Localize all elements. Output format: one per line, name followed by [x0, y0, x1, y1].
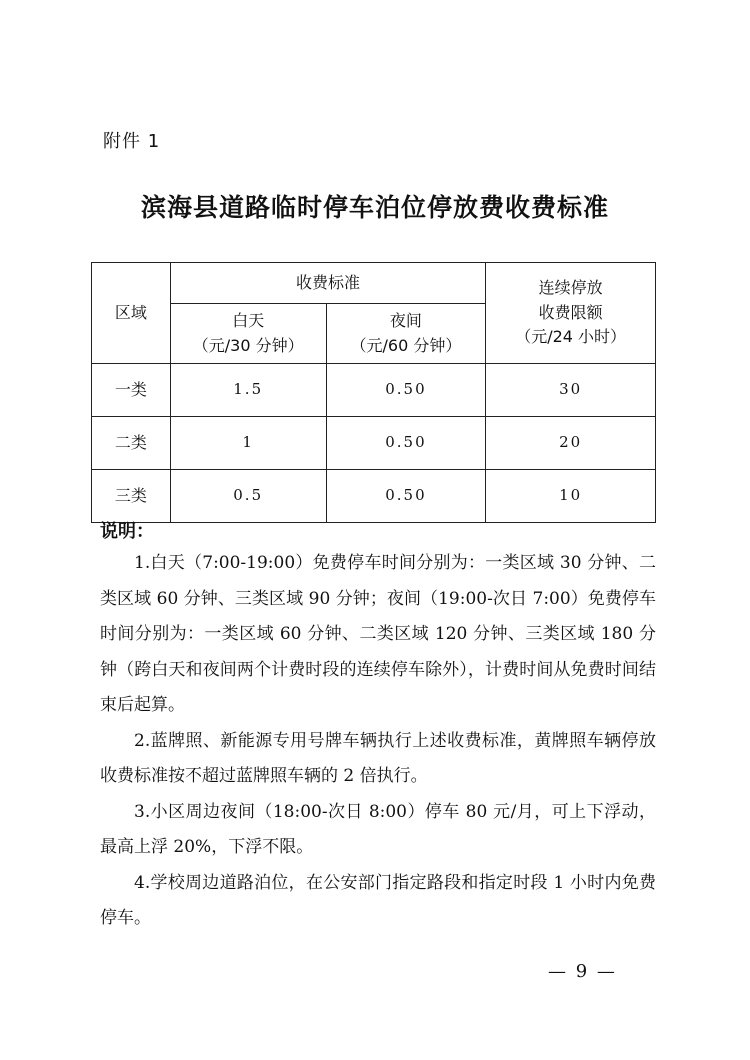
- table-row: [92, 470, 656, 523]
- table-row: [92, 364, 656, 417]
- document-title: 滨海县道路临时停车泊位停放费收费标准: [140, 193, 609, 222]
- cell-region: 二类: [92, 417, 171, 470]
- header-night-unit: （元/60 分钟）: [350, 335, 462, 355]
- cell-region: 三类: [92, 470, 171, 523]
- table-header-row: [92, 263, 656, 304]
- header-day-unit: （元/30 分钟）: [192, 335, 304, 355]
- cell-daily-limit: 20: [486, 417, 656, 470]
- header-night: [326, 304, 486, 364]
- table-row: [92, 417, 656, 470]
- cell-night-rate: 0.50: [326, 364, 486, 417]
- cell-daily-limit: 30: [486, 364, 656, 417]
- cell-daily-limit: 10: [486, 470, 656, 523]
- cell-day-rate: 1: [170, 417, 326, 470]
- header-limit-line1: 连续停放: [538, 277, 603, 297]
- header-standard: 收费标准: [170, 263, 485, 304]
- fee-table: [91, 262, 656, 523]
- header-limit-line2: 收费限额: [538, 302, 603, 322]
- note-item: 2.蓝牌照、新能源专用号牌车辆执行上述收费标准，黄牌照车辆停放收费标准按不超过蓝牌照车辆的 2 倍执行。: [100, 730, 656, 786]
- header-day: [170, 304, 326, 364]
- note-item: 3.小区周边夜间（18:00-次日 8:00）停车 80 元/月，可上下浮动，最高上浮 20%，下浮不限。: [100, 801, 656, 857]
- page-number: — 9 —: [548, 961, 617, 982]
- attachment-label: 附件 1: [103, 131, 161, 152]
- cell-day-rate: 0.5: [170, 470, 326, 523]
- cell-region: 一类: [92, 364, 171, 417]
- header-day-label: 白天: [232, 310, 265, 330]
- notes-section: [100, 546, 656, 937]
- cell-day-rate: 1.5: [170, 364, 326, 417]
- header-region: 区域: [92, 263, 171, 364]
- header-night-label: 夜间: [389, 310, 422, 330]
- notes-heading: 说明：: [100, 521, 154, 542]
- header-limit-unit: （元/24 小时）: [515, 327, 627, 347]
- cell-night-rate: 0.50: [326, 470, 486, 523]
- header-limit: [486, 263, 656, 364]
- note-item: 1.白天（7:00-19:00）免费停车时间分别为：一类区域 30 分钟、二类区域 60 分钟、三类区域 90 分钟；夜间（19:00-次日 7:00）免费停车时间分别为：一类区域 60 分钟、二类区域 120 分钟、三类区域 180 分钟（跨白天和夜间两个计费时段的连续停车除外），计费时间从免费时间结束后起算。: [100, 553, 656, 715]
- note-item: 4.学校周边道路泊位，在公安部门指定路段和指定时段 1 小时内免费停车。: [100, 872, 656, 928]
- cell-night-rate: 0.50: [326, 417, 486, 470]
